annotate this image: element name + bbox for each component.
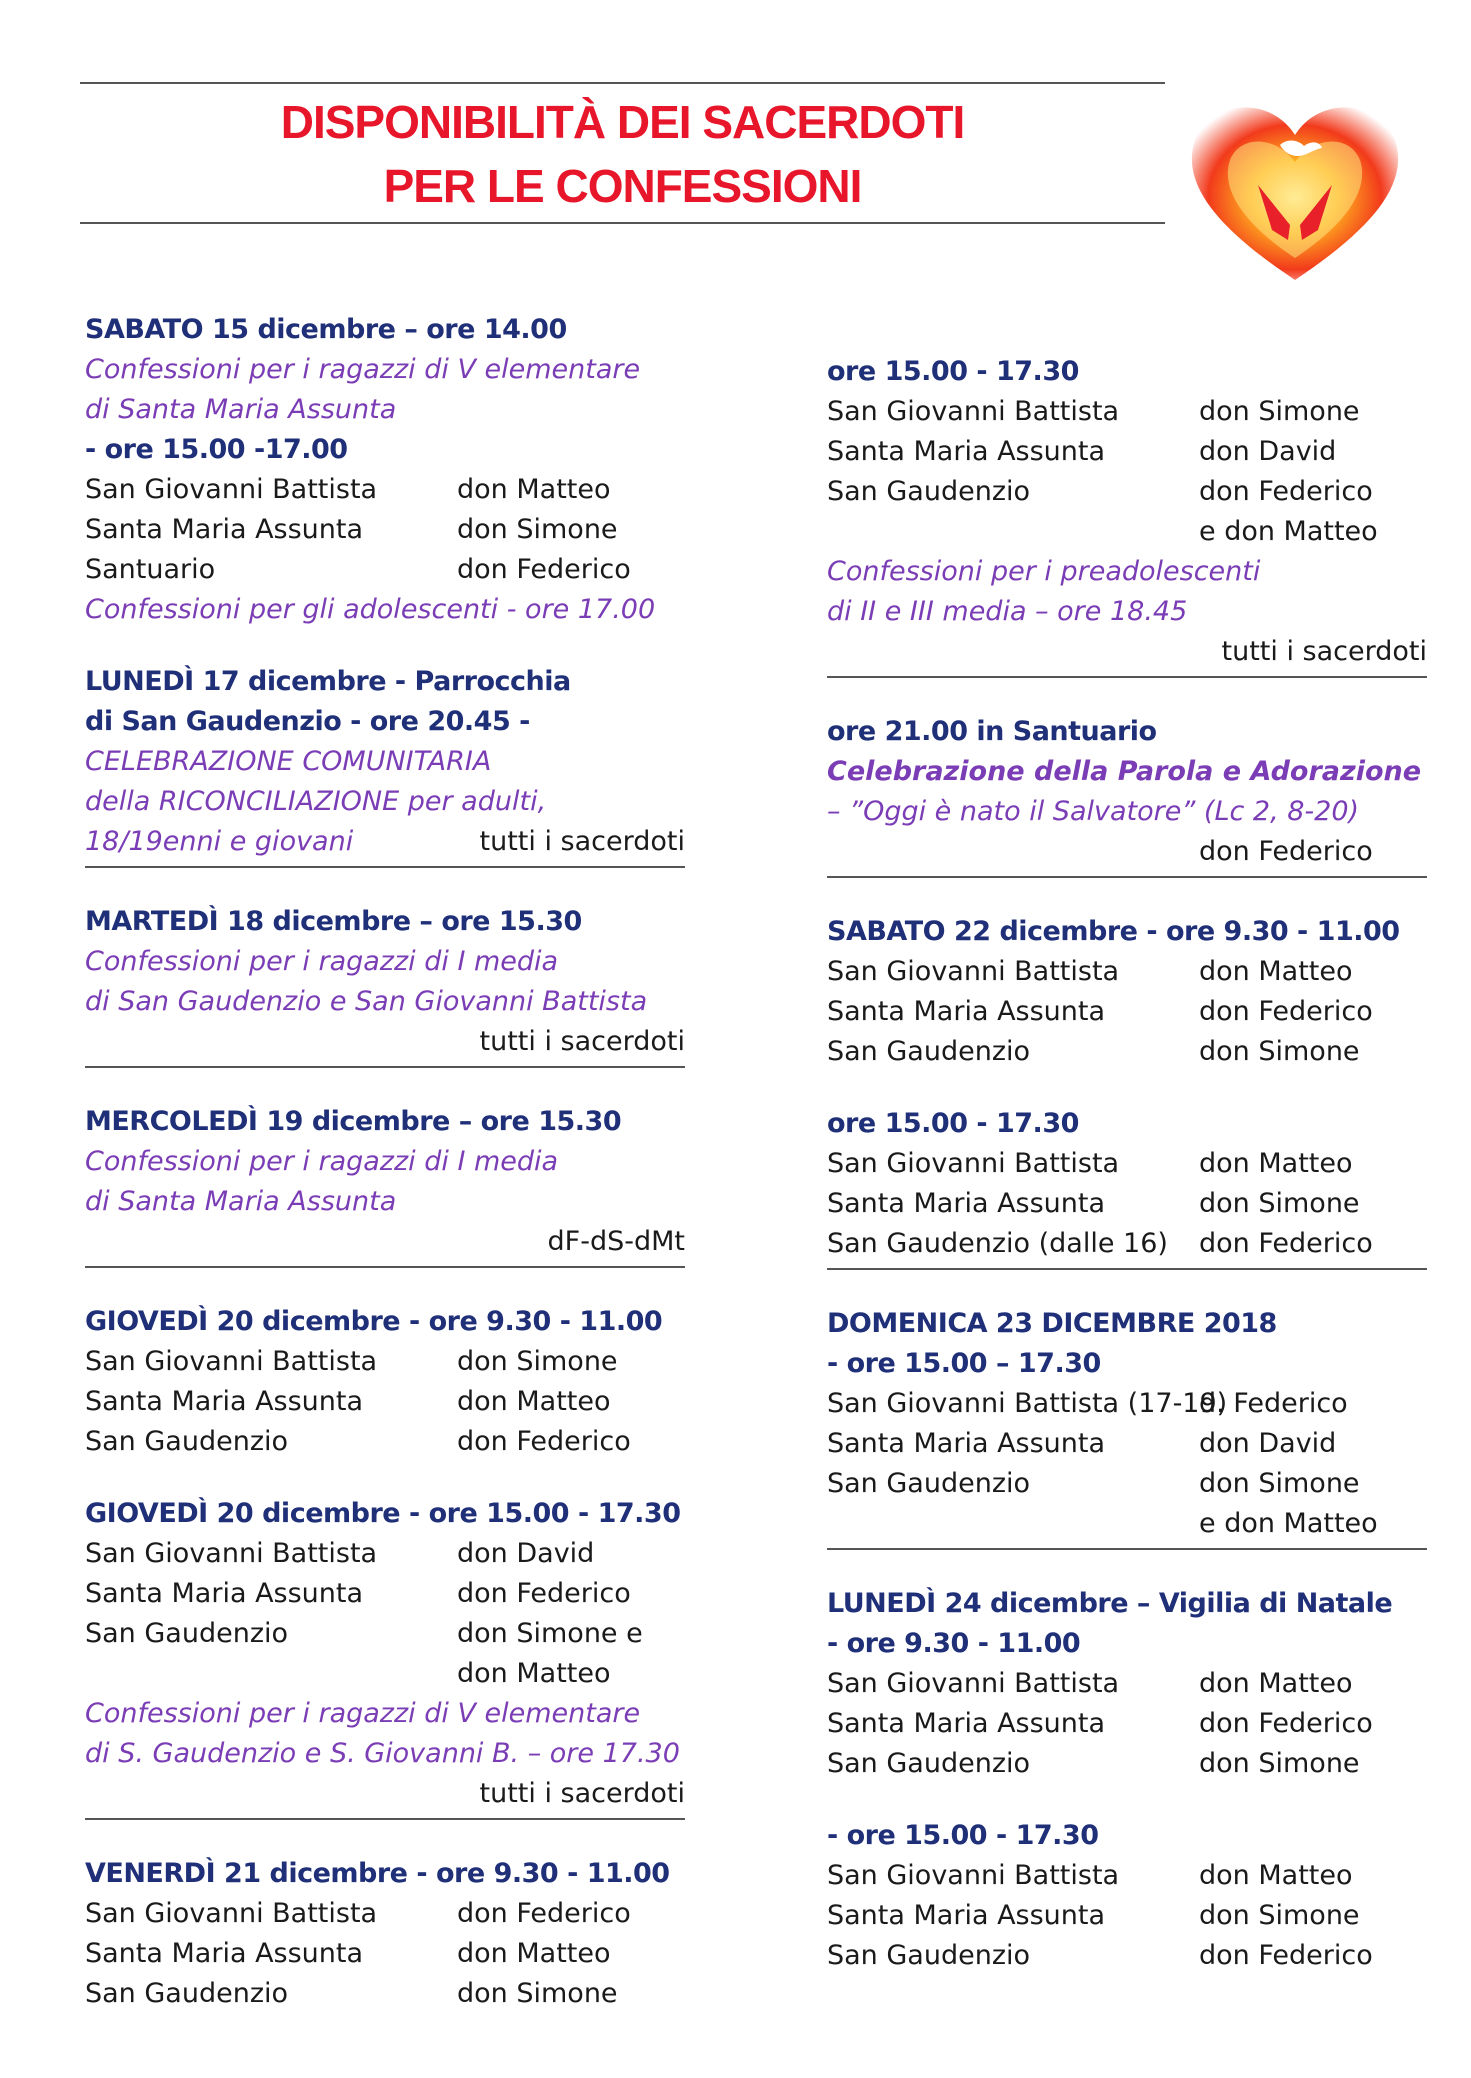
- note-text: di S. Gaudenzio e S. Giovanni B. – ore 17.30: [85, 1738, 680, 1769]
- schedule-row: [827, 1744, 1427, 1784]
- assignee-text: tutti i sacerdoti: [479, 1778, 685, 1809]
- priest-name: don Federico: [1199, 1940, 1373, 1971]
- schedule-row: [827, 1184, 1427, 1224]
- priest-name: don Federico: [457, 1578, 631, 1609]
- priest-name: don Federico: [1199, 1708, 1373, 1739]
- section-heading: LUNEDÌ 24 dicembre – Vigilia di Natale: [827, 1588, 1393, 1619]
- priest-name: don Simone: [1199, 1900, 1360, 1931]
- section-heading: MARTEDÌ 18 dicembre – ore 15.30: [85, 906, 582, 937]
- schedule-row: [827, 432, 1427, 472]
- church-name: Santuario: [85, 554, 216, 585]
- note-text: Confessioni per i ragazzi di V elementare: [85, 1698, 641, 1729]
- section-heading: GIOVEDÌ 20 dicembre - ore 9.30 - 11.00: [85, 1306, 663, 1337]
- section-heading: VENERDÌ 21 dicembre - ore 9.30 - 11.00: [85, 1858, 670, 1889]
- church-name: San Gaudenzio: [85, 1426, 289, 1457]
- section-heading: MERCOLEDÌ 19 dicembre – ore 15.30: [85, 1106, 622, 1137]
- schedule-row: [827, 992, 1427, 1032]
- priest-name: d. Federico: [1199, 1388, 1348, 1419]
- priest-name: don Simone: [1199, 396, 1360, 427]
- priest-name: don David: [1199, 436, 1337, 467]
- church-name: San Giovanni Battista: [827, 1860, 1120, 1891]
- schedule-row: [85, 1382, 685, 1422]
- assignee-text: tutti i sacerdoti: [479, 1026, 685, 1057]
- section-heading: DOMENICA 23 DICEMBRE 2018: [827, 1308, 1277, 1339]
- section-heading: ore 21.00 in Santuario: [827, 716, 1157, 747]
- church-name: San Giovanni Battista: [85, 1898, 378, 1929]
- left-column: [85, 310, 685, 2014]
- schedule-row: [85, 1574, 685, 1614]
- note-text: Confessioni per gli adolescenti - ore 17.00: [85, 594, 656, 625]
- schedule-row: [827, 832, 1427, 872]
- priest-name: don Federico: [1199, 836, 1373, 867]
- priest-name: don Federico: [457, 1426, 631, 1457]
- priest-name: don Matteo: [457, 474, 611, 505]
- celebration-title: Celebrazione della Parola e Adorazione: [827, 756, 1422, 787]
- church-name: San Gaudenzio: [85, 1978, 289, 2009]
- page-title-line-1: DISPONIBILITÀ DEI SACERDOTI: [280, 96, 965, 148]
- priest-name: don David: [1199, 1428, 1337, 1459]
- priest-name: e don Matteo: [1199, 516, 1378, 547]
- section-divider: [85, 1066, 685, 1068]
- church-name: Santa Maria Assunta: [827, 1188, 1106, 1219]
- note-text: di Santa Maria Assunta: [85, 1186, 397, 1217]
- church-name: Santa Maria Assunta: [827, 1900, 1106, 1931]
- section-heading: ore 15.00 - 17.30: [827, 356, 1079, 387]
- priest-name: don Federico: [457, 554, 631, 585]
- schedule-row: [827, 1464, 1427, 1504]
- priest-name: don Matteo: [457, 1658, 611, 1689]
- schedule-row: [827, 1936, 1427, 1976]
- church-name: San Giovanni Battista: [85, 1346, 378, 1377]
- section-divider: [85, 1818, 685, 1820]
- schedule-row: [827, 1384, 1427, 1424]
- section-gap: [85, 630, 685, 662]
- schedule-row: [85, 510, 685, 550]
- note-with-assignee: [85, 822, 685, 862]
- church-name: San Gaudenzio: [827, 476, 1031, 507]
- church-name: San Giovanni Battista: [85, 1538, 378, 1569]
- church-name: San Gaudenzio: [827, 1468, 1031, 1499]
- page-title-line-2: PER LE CONFESSIONI: [383, 160, 862, 212]
- church-name: San Giovanni Battista (17-19): [827, 1388, 1228, 1419]
- schedule-row: [827, 392, 1427, 432]
- note-text: Confessioni per i ragazzi di V elementare: [85, 354, 641, 385]
- priest-name: don Simone: [457, 1346, 618, 1377]
- section-heading: - ore 15.00 - 17.30: [827, 1820, 1099, 1851]
- assignee-text: dF-dS-dMt: [547, 1226, 685, 1257]
- note-text: di II e III media – ore 18.45: [827, 596, 1188, 627]
- church-name: San Giovanni Battista: [85, 474, 378, 505]
- schedule-row: [827, 1144, 1427, 1184]
- priest-name: don Federico: [457, 1898, 631, 1929]
- note-text: Confessioni per i ragazzi di I media: [85, 1146, 559, 1177]
- section-divider: [827, 1268, 1427, 1270]
- church-name: Santa Maria Assunta: [85, 1386, 364, 1417]
- schedule-row: [85, 1894, 685, 1934]
- priest-name: don Simone: [1199, 1748, 1360, 1779]
- schedule-row: [827, 1896, 1427, 1936]
- church-name: San Gaudenzio: [85, 1618, 289, 1649]
- priest-name: don Federico: [1199, 476, 1373, 507]
- priest-name: don Federico: [1199, 996, 1373, 1027]
- priest-name: don Simone: [1199, 1036, 1360, 1067]
- priest-name: don Matteo: [1199, 1860, 1353, 1891]
- priest-name: don Simone: [1199, 1188, 1360, 1219]
- schedule-row: [827, 1504, 1427, 1544]
- church-name: San Gaudenzio: [827, 1748, 1031, 1779]
- schedule-row: [85, 550, 685, 590]
- note-text: CELEBRAZIONE COMUNITARIA: [85, 746, 492, 777]
- church-name: Santa Maria Assunta: [85, 514, 364, 545]
- section-heading: - ore 15.00 – 17.30: [827, 1348, 1101, 1379]
- church-name: Santa Maria Assunta: [827, 996, 1106, 1027]
- priest-name: don Matteo: [1199, 1668, 1353, 1699]
- section-heading: di San Gaudenzio - ore 20.45 -: [85, 706, 530, 737]
- priest-name: don Simone: [457, 514, 618, 545]
- priest-name: don Matteo: [457, 1938, 611, 1969]
- section-divider: [85, 866, 685, 868]
- section-divider: [827, 676, 1427, 678]
- church-name: Santa Maria Assunta: [827, 436, 1106, 467]
- section-divider: [827, 1548, 1427, 1550]
- priest-name: don Matteo: [457, 1386, 611, 1417]
- church-name: San Gaudenzio: [827, 1036, 1031, 1067]
- note-text: di San Gaudenzio e San Giovanni Battista: [85, 986, 648, 1017]
- schedule-row: [827, 952, 1427, 992]
- church-name: San Gaudenzio: [827, 1940, 1031, 1971]
- church-name: Santa Maria Assunta: [85, 1578, 364, 1609]
- section-gap: [827, 1784, 1427, 1816]
- schedule-row: [827, 1224, 1427, 1264]
- schedule-row: [827, 1424, 1427, 1464]
- priest-name: don David: [457, 1538, 595, 1569]
- priest-name: don Simone: [1199, 1468, 1360, 1499]
- section-divider: [827, 876, 1427, 878]
- schedule-row: [827, 1856, 1427, 1896]
- schedule-row: [85, 1422, 685, 1462]
- priest-name: don Matteo: [1199, 1148, 1353, 1179]
- section-heading: LUNEDÌ 17 dicembre - Parrocchia: [85, 666, 571, 697]
- note-text: Confessioni per i preadolescenti: [827, 556, 1261, 587]
- church-name: Santa Maria Assunta: [827, 1708, 1106, 1739]
- note-text: di Santa Maria Assunta: [85, 394, 397, 425]
- schedule-row: [85, 1934, 685, 1974]
- priest-name: don Matteo: [1199, 956, 1353, 987]
- church-name: Santa Maria Assunta: [85, 1938, 364, 1969]
- note-text: Confessioni per i ragazzi di I media: [85, 946, 559, 977]
- section-gap: [827, 1072, 1427, 1104]
- section-heading: - ore 15.00 -17.00: [85, 434, 348, 465]
- section-heading: GIOVEDÌ 20 dicembre - ore 15.00 - 17.30: [85, 1498, 681, 1529]
- schedule-row: [85, 1974, 685, 2014]
- priest-name: don Simone: [457, 1978, 618, 2009]
- title-top-rule: [80, 82, 1165, 84]
- church-name: San Giovanni Battista: [827, 1668, 1120, 1699]
- note-text: 18/19enni e giovani: [85, 826, 354, 857]
- schedule-row: [827, 1704, 1427, 1744]
- schedule-row: [85, 1342, 685, 1382]
- schedule-row: [85, 1534, 685, 1574]
- section-heading: - ore 9.30 - 11.00: [827, 1628, 1081, 1659]
- right-column: [827, 352, 1427, 1976]
- priest-name: e don Matteo: [1199, 1508, 1378, 1539]
- section-heading: SABATO 22 dicembre - ore 9.30 - 11.00: [827, 916, 1400, 947]
- title-bottom-rule: [80, 222, 1165, 224]
- assignee-text: tutti i sacerdoti: [1221, 636, 1427, 667]
- schedule-row: [827, 472, 1427, 512]
- note-text: – ”Oggi è nato il Salvatore” (Lc 2, 8-20): [827, 796, 1360, 827]
- priest-name: don Federico: [1199, 1228, 1373, 1259]
- priest-name: don Simone e: [457, 1618, 643, 1649]
- church-name: San Giovanni Battista: [827, 396, 1120, 427]
- note-text: della RICONCILIAZIONE per adulti,: [85, 786, 547, 817]
- schedule-row: [827, 1032, 1427, 1072]
- schedule-row: [85, 470, 685, 510]
- section-heading: ore 15.00 - 17.30: [827, 1108, 1079, 1139]
- section-gap: [85, 1462, 685, 1494]
- section-heading: SABATO 15 dicembre – ore 14.00: [85, 314, 567, 345]
- schedule-row: [85, 1614, 685, 1654]
- schedule-row: [827, 1664, 1427, 1704]
- church-name: San Giovanni Battista: [827, 956, 1120, 987]
- section-divider: [85, 1266, 685, 1268]
- church-name: San Gaudenzio (dalle 16): [827, 1228, 1168, 1259]
- schedule-row: [827, 512, 1427, 552]
- church-name: San Giovanni Battista: [827, 1148, 1120, 1179]
- church-name: Santa Maria Assunta: [827, 1428, 1106, 1459]
- assignee-text: tutti i sacerdoti: [479, 826, 685, 857]
- heart-hands-dove-icon: [1180, 90, 1410, 290]
- schedule-row: [85, 1654, 685, 1694]
